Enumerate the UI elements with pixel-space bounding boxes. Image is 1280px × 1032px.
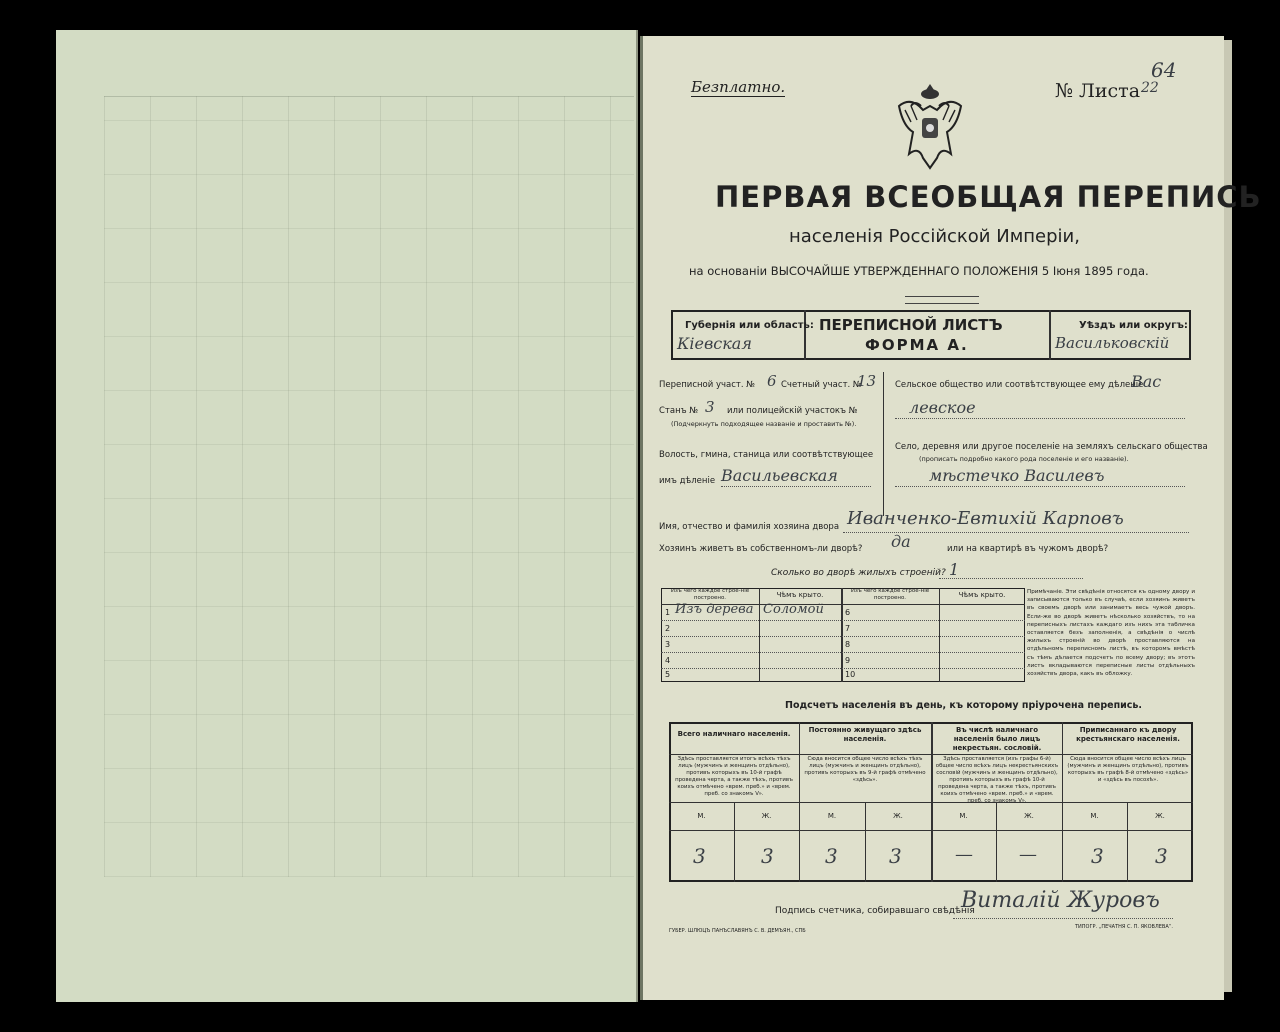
count-section-value: 13 [857, 372, 877, 390]
division-label: имъ дѣленіе [659, 476, 716, 486]
free-label: Безплатно. [691, 78, 786, 96]
female-column-label: Ж. [1155, 812, 1165, 820]
sheet-number-label: № Листа [1055, 80, 1141, 102]
owner-lives-value: да [891, 532, 911, 551]
count-title: Подсчетъ населенія въ день, къ которому пріурочена перепись. [785, 700, 1143, 711]
count-header-peasant: Приписаннаго къ двору крестьянскаго населенія. [1076, 726, 1180, 743]
row-number: 10 [845, 670, 856, 679]
row-number: 3 [665, 640, 671, 649]
count-section-label: Счетный участ. № [781, 380, 862, 390]
row-number: 4 [665, 656, 671, 665]
bleed-through-grid [104, 96, 634, 877]
district-value: Васильковскій [1055, 334, 1170, 352]
form-name: ФОРМА А. [865, 336, 969, 354]
signature-label: Подпись счетчика, собиравшаго свѣдѣнія [775, 906, 975, 916]
buildings-col1-header: Изъ чего каждое строе-ніе построено. [670, 588, 750, 601]
count-value: 3 [693, 844, 706, 868]
row-number: 7 [845, 624, 851, 633]
society-value-2: левское [909, 398, 976, 417]
male-column-label: М. [1090, 812, 1099, 820]
building-material-value: Изъ дерева [675, 602, 754, 617]
count-desc-total: Здѣсь проставляется итогъ всѣхъ тѣхъ лицъ (мужчинъ и женщинъ отдѣльно), противъ которыхъ въ 10-й графѣ проведена черта, а также тѣхъ, противъ коихъ отмѣчено «врем. преб.» и «врем. преб. со знакомъ V». [675, 756, 793, 797]
count-value: 3 [825, 844, 838, 868]
buildings-col2-header: Чѣмъ крыто. [776, 591, 824, 599]
sheet-number-value: 22 [1141, 80, 1159, 96]
legal-basis: на основаніи ВЫСОЧАЙШЕ УТВЕРЖДЕННАГО ПОЛОЖЕНІЯ 5 Іюня 1895 года. [689, 264, 1149, 278]
printer-imprint-left: ГУБЕР. ШЛЮЦЪ ПАНЪСЛАВЯНЪ С. В. ДЕМЪЯН., СПБ [669, 928, 806, 934]
male-column-label: М. [827, 812, 837, 820]
census-section-value: 6 [767, 372, 777, 390]
count-desc-permanent: Сюда вносится общее число всѣхъ тѣхъ лицъ (мужчинъ и женщинъ отдѣльно), противъ которыхъ въ 9-й графѣ отмѣчено «здѣсь». [804, 756, 926, 783]
village-value: мѣстечко Василевъ [929, 466, 1105, 485]
count-value: 3 [1155, 844, 1168, 868]
count-header-total: Всего наличнаго населенія. [677, 730, 791, 738]
left-page [56, 30, 638, 1002]
province-value: Кіевская [677, 334, 752, 353]
male-column-label: М. [959, 812, 968, 820]
count-value: — [955, 844, 973, 865]
row-number: 8 [845, 640, 851, 649]
society-label: Сельское общество или соотвѣтствующее ему дѣленіе [895, 380, 1144, 390]
village-note: (прописать подробно какого рода поселеніе и его названіе). [919, 455, 1129, 463]
society-value-1: Вас [1131, 372, 1162, 391]
count-value: 3 [889, 844, 902, 868]
count-desc-peasant: Сюда вносится общее число всѣхъ лицъ (мужчинъ и женщинъ отдѣльно), противъ которыхъ въ графѣ 8-й отмѣчено «здѣсь» и «здѣсь въ посохѣ». [1067, 756, 1189, 783]
ornament-divider [905, 296, 979, 304]
division-value: Васильевская [721, 466, 838, 485]
count-header-permanent: Постоянно живущаго здѣсь населенія. [808, 726, 922, 743]
buildings-count-value: 1 [949, 560, 960, 579]
owner-lives-label: Хозяинъ живетъ въ собственномъ-ли дворѣ? [659, 544, 863, 554]
sheet-title: ПЕРЕПИСНОЙ ЛИСТЪ [819, 316, 1003, 334]
volost-label: Волость, гмина, станица или соотвѣтствующее [659, 450, 874, 460]
owner-lives-alt: или на квартирѣ въ чужомъ дворѣ? [947, 544, 1109, 554]
count-value: 3 [761, 844, 774, 868]
row-number: 6 [845, 608, 851, 617]
subtitle: населенія Россійской Имперіи, [789, 226, 1080, 247]
province-label: Губернія или область: [685, 320, 814, 331]
count-value: 3 [1091, 844, 1104, 868]
row-number: 9 [845, 656, 851, 665]
stan-label: Станъ № [659, 406, 699, 416]
owner-name-label: Имя, отчество и фамилія хозяина двора [659, 522, 840, 532]
building-roof-value: Соломой [763, 602, 824, 617]
owner-name-value: Иванченко-Евтихій Карповъ [847, 508, 1124, 529]
printer-imprint-right: ТИПОГР. „ПЕЧАТНЯ С. П. ЯКОВЛЕВА“. [1075, 924, 1173, 930]
signature: Виталій Журовъ [961, 888, 1160, 913]
female-column-label: Ж. [761, 812, 772, 820]
male-column-label: М. [697, 812, 706, 820]
female-column-label: Ж. [893, 812, 903, 820]
female-column-label: Ж. [1024, 812, 1034, 820]
underline-note: (Подчеркнуть подходящее названіе и проставить №). [671, 420, 857, 428]
count-header-non-peasant: Въ числѣ наличнаго населенія было лицъ некрестьян. сословій. [952, 726, 1042, 752]
buildings-count-label: Сколько во дворѣ жилыхъ строеній? [771, 568, 946, 578]
count-desc-non-peasant: Здѣсь проставляется (изъ графы 6-й) общее число всѣхъ лицъ некрестьянскихъ сословій (мужчинъ и женщинъ отдѣльно), противъ которыхъ въ графѣ 10-й проведена черта, а также тѣхъ, противъ коихъ отмѣчено «врем. преб.» и «врем. преб. со знакомъ V». [935, 756, 1059, 804]
main-title: ПЕРВАЯ ВСЕОБЩАЯ ПЕРЕПИСЬ [715, 180, 1262, 214]
imperial-eagle-emblem [891, 76, 969, 172]
village-label: Село, деревня или другое поселеніе на земляхъ сельскаго общества [895, 442, 1208, 452]
census-form-page [640, 36, 1262, 1000]
page-number: 64 [1151, 58, 1177, 82]
buildings-col4-header: Чѣмъ крыто. [958, 591, 1006, 599]
buildings-col3-header: Изъ чего каждое строе-ніе построено. [850, 588, 930, 601]
stan-value: 3 [705, 398, 715, 416]
police-section-label: или полицейскій участокъ № [727, 406, 858, 416]
district-label: Уѣздъ или округъ: [1079, 320, 1188, 331]
census-section-label: Переписной участ. № [659, 380, 756, 390]
row-number: 1 [665, 608, 671, 617]
row-number: 2 [665, 624, 671, 633]
row-number: 5 [665, 670, 671, 679]
note-text: Примѣчаніе. Эти свѣдѣнія относятся къ одному двору и записываются только въ случаѣ, если хозяинъ живетъ въ своемъ дворѣ или занимаетъ весь чужой дворъ. Если-же во дворѣ живетъ нѣсколько хозяйствъ, то на переписныхъ листахъ каждаго изъ нихъ эта табличка оставляется безъ заполненія, а свѣдѣнія о числѣ жилыхъ строеній во дворѣ проставляются на отдѣльномъ переписномъ листѣ, въ которомъ вмѣстѣ съ тѣмъ дѣлается подсчетъ по всему двору; въ этотъ листъ вкладываются переписные листы отдѣльныхъ хозяйствъ двора, какъ въ обложку. [1027, 589, 1195, 678]
count-value: — [1019, 844, 1037, 865]
